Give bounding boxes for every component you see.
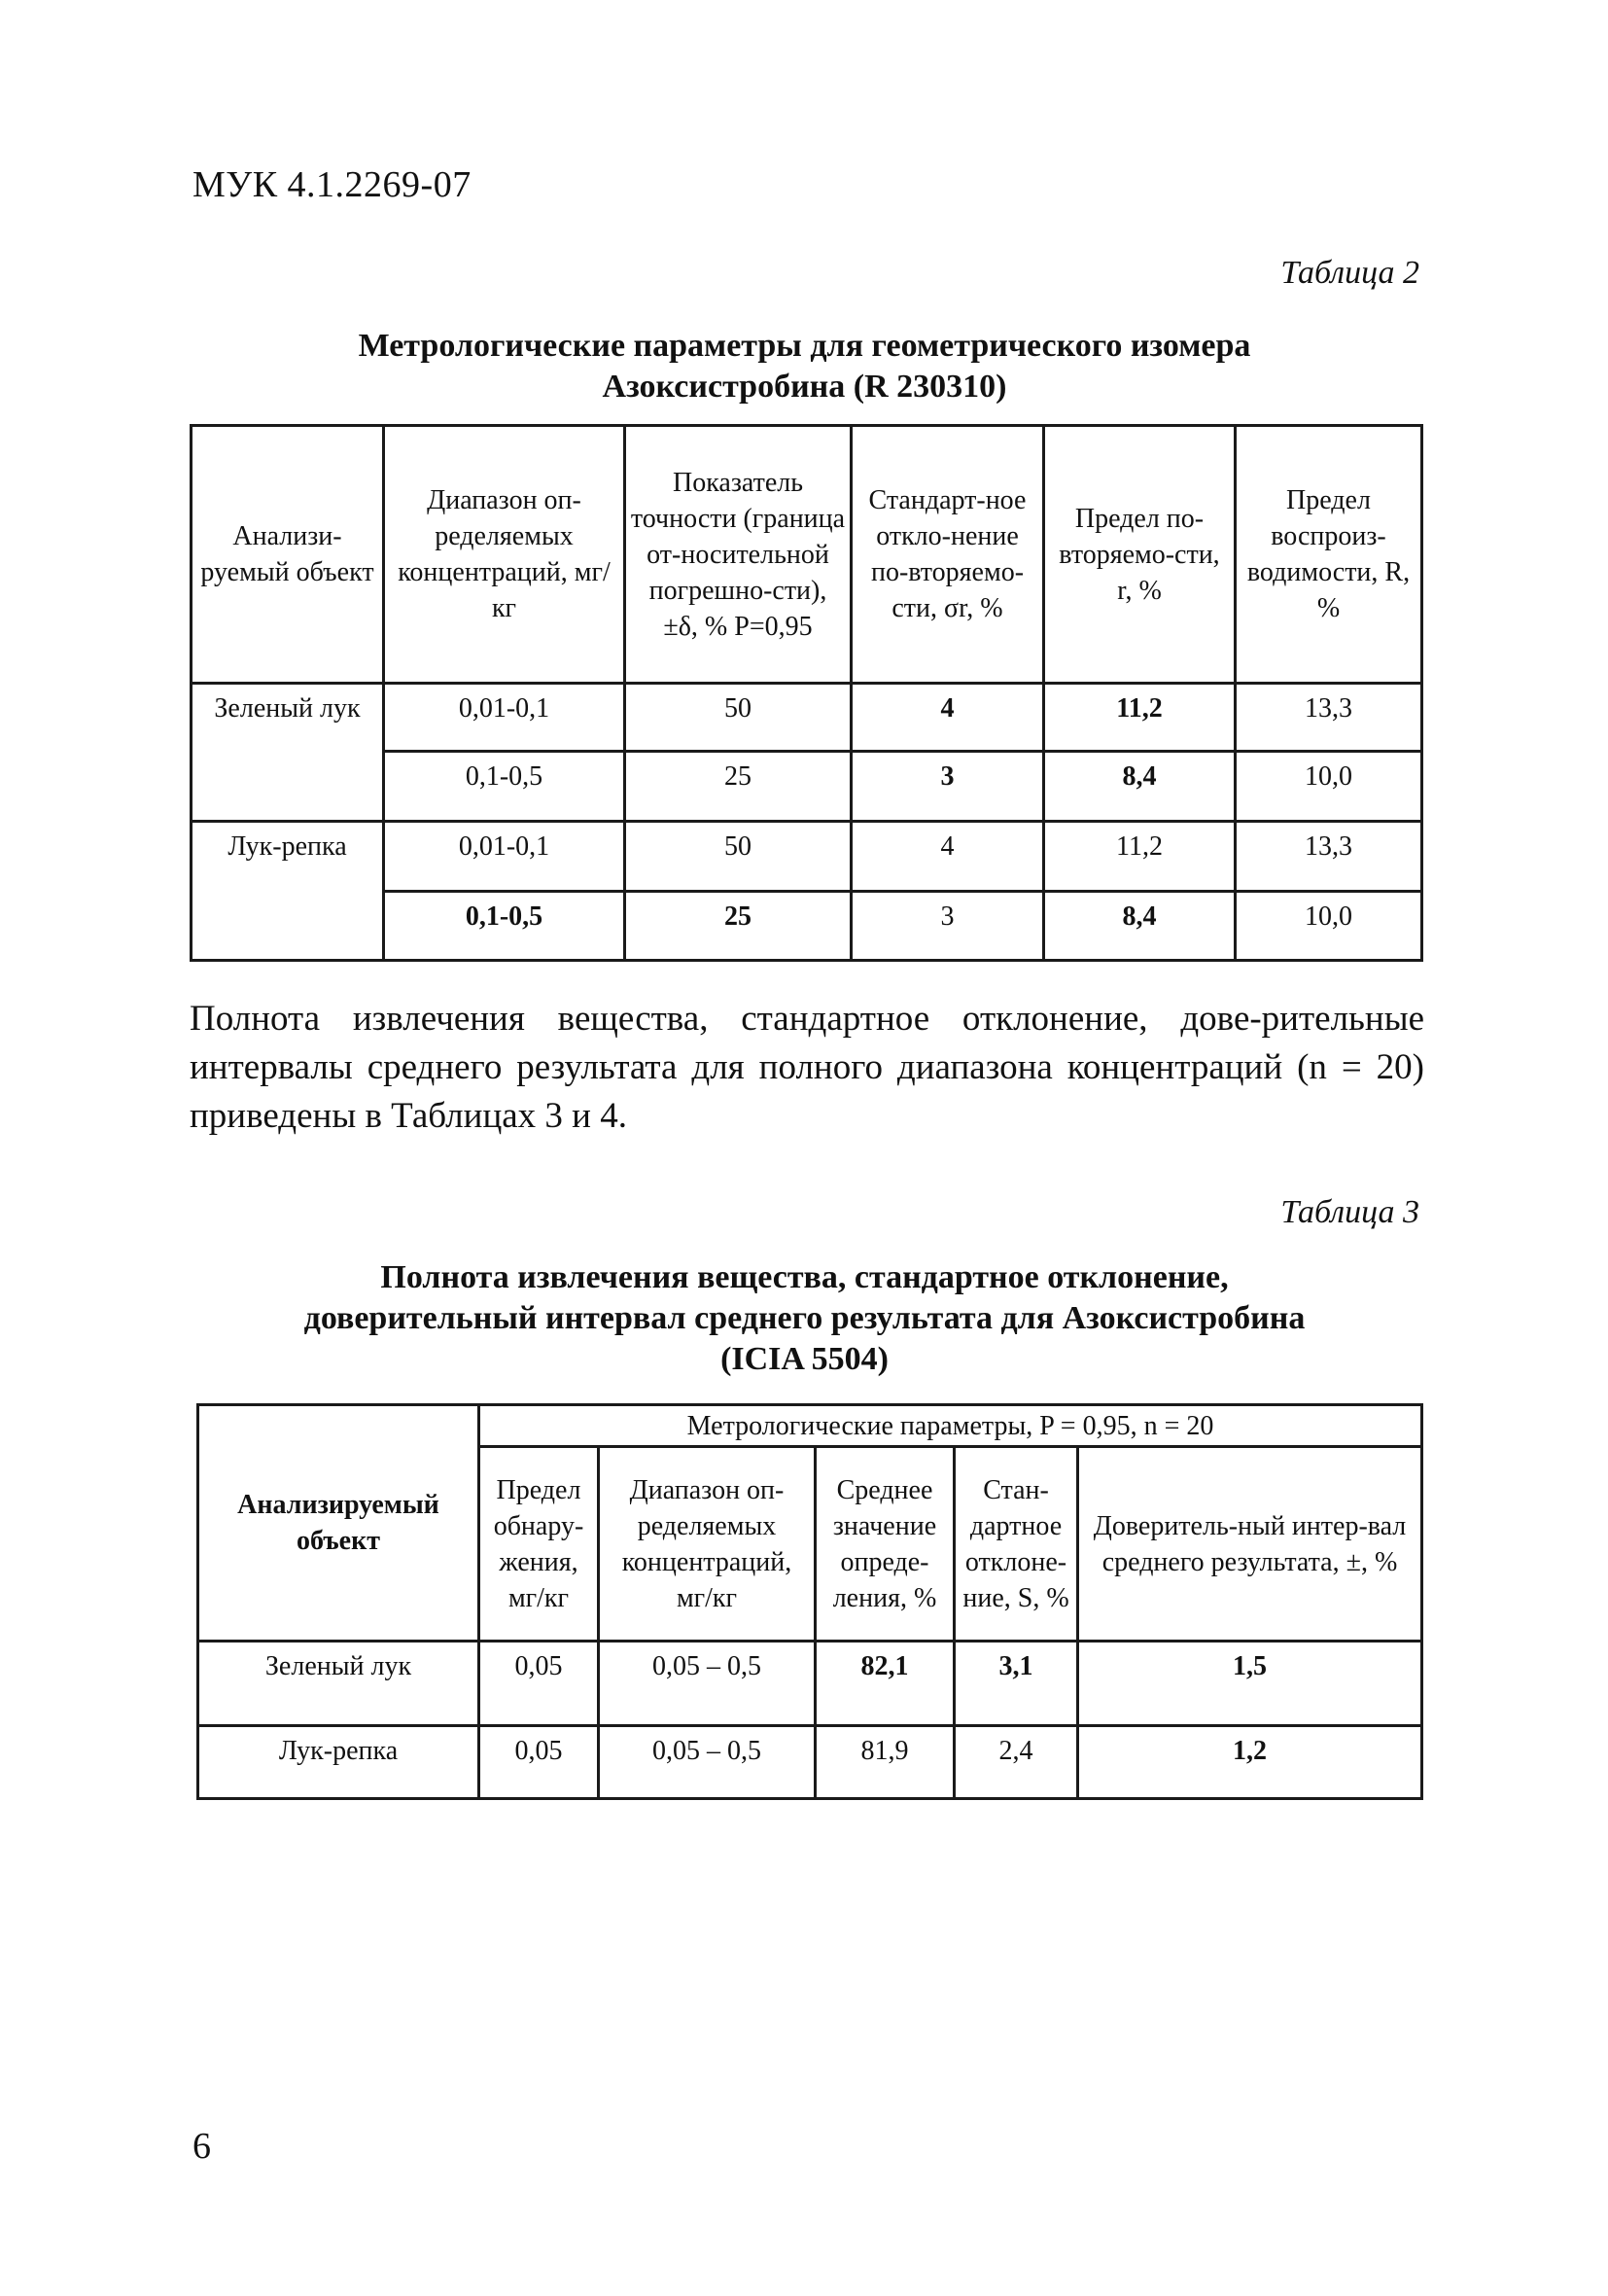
table-row bbox=[198, 1726, 1422, 1799]
table2-sigma-cell: 4 bbox=[852, 822, 1044, 892]
table2-sigma-cell: 4 bbox=[852, 684, 1044, 752]
table2-R-cell: 13,3 bbox=[1236, 684, 1422, 752]
table2-R-cell: 10,0 bbox=[1236, 892, 1422, 961]
table2-delta-cell: 50 bbox=[625, 822, 852, 892]
table3-std-cell: 3,1 bbox=[955, 1642, 1078, 1726]
table3-limit-cell: 0,05 bbox=[479, 1642, 599, 1726]
table2-object-cell-continued bbox=[192, 752, 384, 822]
table3-mean-cell: 82,1 bbox=[816, 1642, 955, 1726]
table-row bbox=[192, 752, 1422, 822]
table2-R-cell: 10,0 bbox=[1236, 752, 1422, 822]
table2-col-accuracy: Показатель точности (граница от-носительной погрешно-сти), ±δ, % P=0,95 bbox=[625, 426, 852, 684]
body-paragraph: Полнота извлечения вещества, стандартное отклонение, дове-рительные интервалы среднего результата для полного диапазона концентраций (n = 20) приведены в Таблицах 3 и 4. bbox=[190, 999, 1424, 1136]
table2-sigma-cell: 3 bbox=[852, 752, 1044, 822]
table-row bbox=[192, 892, 1422, 961]
document-code: МУК 4.1.2269-07 bbox=[192, 164, 472, 205]
table3-limit-cell: 0,05 bbox=[479, 1726, 599, 1799]
table3 bbox=[196, 1403, 1423, 1800]
table2-range-cell: 0,01-0,1 bbox=[384, 684, 625, 752]
table3-title bbox=[190, 1257, 1419, 1380]
table3-col-object: Анализируемый объект bbox=[198, 1405, 479, 1642]
table3-group-header-row bbox=[198, 1405, 1422, 1447]
table2-range-cell: 0,1-0,5 bbox=[384, 892, 625, 961]
table2-col-sigma: Стандарт-ное откло-нение по-вторяемо-сти, σr, % bbox=[852, 426, 1044, 684]
table3-group-header: Метрологические параметры, P = 0,95, n = 20 bbox=[479, 1405, 1422, 1447]
table-row bbox=[192, 822, 1422, 892]
table2 bbox=[190, 424, 1423, 962]
table2-sigma-cell: 3 bbox=[852, 892, 1044, 961]
table2-delta-cell: 25 bbox=[625, 752, 852, 822]
table2-delta-cell: 25 bbox=[625, 892, 852, 961]
table3-std-cell: 2,4 bbox=[955, 1726, 1078, 1799]
table2-title bbox=[190, 326, 1419, 407]
table2-r-cell: 11,2 bbox=[1044, 822, 1236, 892]
table3-object-cell: Зеленый лук bbox=[198, 1642, 479, 1726]
table-row bbox=[192, 684, 1422, 752]
table2-object-cell: Зеленый лук bbox=[192, 684, 384, 752]
table3-col-range: Диапазон оп-ределяемых концентраций, мг/кг bbox=[599, 1447, 816, 1642]
table3-col-mean: Среднее значение опреде-ления, % bbox=[816, 1447, 955, 1642]
table3-col-detection-limit: Предел обнару-жения, мг/кг bbox=[479, 1447, 599, 1642]
table2-r-cell: 11,2 bbox=[1044, 684, 1236, 752]
table3-col-std: Стан-дартное отклоне-ние, S, % bbox=[955, 1447, 1078, 1642]
table3-range-cell: 0,05 – 0,5 bbox=[599, 1642, 816, 1726]
table3-number: Таблица 3 bbox=[1280, 1194, 1419, 1230]
table3-title-line2: доверительный интервал среднего результата для Азоксистробина bbox=[303, 1300, 1306, 1336]
table3-title-line1: Полнота извлечения вещества, стандартное отклонение, bbox=[380, 1259, 1229, 1295]
table2-R-cell: 13,3 bbox=[1236, 822, 1422, 892]
table2-title-line2: Азоксистробина (R 230310) bbox=[602, 369, 1007, 405]
table2-delta-cell: 50 bbox=[625, 684, 852, 752]
table2-col-range: Диапазон оп-ределяемых концентраций, мг/кг bbox=[384, 426, 625, 684]
table2-number: Таблица 2 bbox=[1280, 255, 1419, 291]
table3-mean-cell: 81,9 bbox=[816, 1726, 955, 1799]
table2-col-reproducibility: Предел воспроиз-водимости, R, % bbox=[1236, 426, 1422, 684]
table2-range-cell: 0,1-0,5 bbox=[384, 752, 625, 822]
table2-r-cell: 8,4 bbox=[1044, 892, 1236, 961]
table-row bbox=[198, 1642, 1422, 1726]
table3-ci-cell: 1,2 bbox=[1078, 1726, 1422, 1799]
table2-object-cell: Лук-репка bbox=[192, 822, 384, 892]
table2-object-cell-continued bbox=[192, 892, 384, 961]
table2-col-object: Анализи-руемый объект bbox=[192, 426, 384, 684]
table3-object-cell: Лук-репка bbox=[198, 1726, 479, 1799]
table2-header-row bbox=[192, 426, 1422, 684]
table2-title-line1: Метрологические параметры для геометрического изомера bbox=[358, 328, 1251, 364]
table2-r-cell: 8,4 bbox=[1044, 752, 1236, 822]
table3-ci-cell: 1,5 bbox=[1078, 1642, 1422, 1726]
table3-range-cell: 0,05 – 0,5 bbox=[599, 1726, 816, 1799]
table3-title-line3: (ICIA 5504) bbox=[720, 1341, 889, 1377]
page-number: 6 bbox=[192, 2126, 211, 2167]
table2-col-repeatability: Предел по-вторяемо-сти, r, % bbox=[1044, 426, 1236, 684]
table3-col-ci: Доверитель-ный интер-вал среднего результата, ±, % bbox=[1078, 1447, 1422, 1642]
table2-range-cell: 0,01-0,1 bbox=[384, 822, 625, 892]
